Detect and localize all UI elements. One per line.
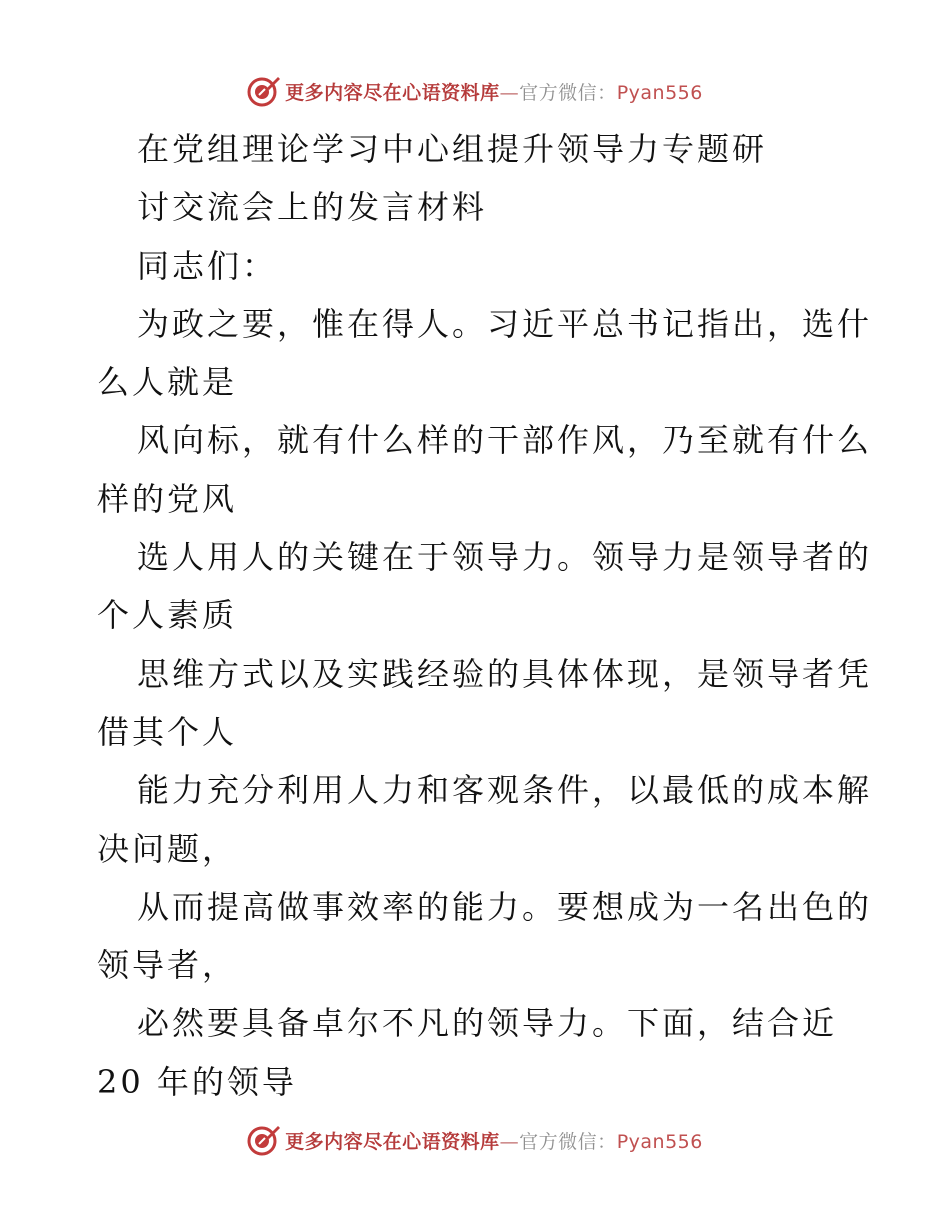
paragraph-line: 么人就是 bbox=[97, 363, 238, 402]
banner-highlight: 更多内容尽在心语资料库 bbox=[285, 81, 500, 104]
paragraph-line: 20 年的领导 bbox=[97, 1062, 297, 1101]
banner-separator: — bbox=[499, 81, 520, 104]
paragraph-line: 能力充分利用人力和客观条件，以最低的成本解 bbox=[137, 771, 873, 810]
banner-wechat-id: Pyan556 bbox=[616, 81, 703, 104]
paragraph-line: 在党组理论学习中心组提升领导力专题研 bbox=[137, 130, 768, 168]
banner-label: 官方微信： bbox=[519, 1130, 617, 1153]
banner-label: 官方微信： bbox=[519, 81, 617, 104]
paragraph-line: 决问题， bbox=[97, 829, 238, 868]
quill-logo-icon bbox=[247, 1123, 281, 1157]
paragraph-line: 同志们： bbox=[137, 246, 278, 285]
banner-wechat-id: Pyan556 bbox=[616, 1130, 703, 1153]
paragraph-line: 领导者， bbox=[97, 946, 238, 985]
paragraph-line: 讨交流会上的发言材料 bbox=[137, 188, 488, 227]
paragraph-line: 从而提高做事效率的能力。要想成为一名出色的 bbox=[137, 887, 873, 926]
paragraph-line: 借其个人 bbox=[97, 712, 238, 751]
header-banner bbox=[0, 71, 950, 111]
paragraph-line: 个人素质 bbox=[97, 596, 238, 635]
paragraph-line: 样的党风 bbox=[97, 479, 238, 518]
paragraph-line: 风向标，就有什么样的干部作风，乃至就有什么 bbox=[137, 421, 873, 460]
banner-text bbox=[285, 78, 703, 105]
quill-logo-icon bbox=[247, 74, 281, 108]
footer-banner bbox=[0, 1120, 950, 1160]
banner-text bbox=[285, 1127, 703, 1154]
document-body bbox=[97, 120, 873, 1111]
paragraph-line: 必然要具备卓尔不凡的领导力。下面，结合近 bbox=[137, 1004, 838, 1043]
paragraph-line: 为政之要，惟在得人。习近平总书记指出，选什 bbox=[137, 304, 873, 343]
paragraph-line: 思维方式以及实践经验的具体体现，是领导者凭 bbox=[137, 654, 873, 693]
banner-separator: — bbox=[499, 1130, 520, 1153]
banner-highlight: 更多内容尽在心语资料库 bbox=[285, 1130, 500, 1153]
paragraph-line: 选人用人的关键在于领导力。领导力是领导者的 bbox=[137, 538, 873, 577]
